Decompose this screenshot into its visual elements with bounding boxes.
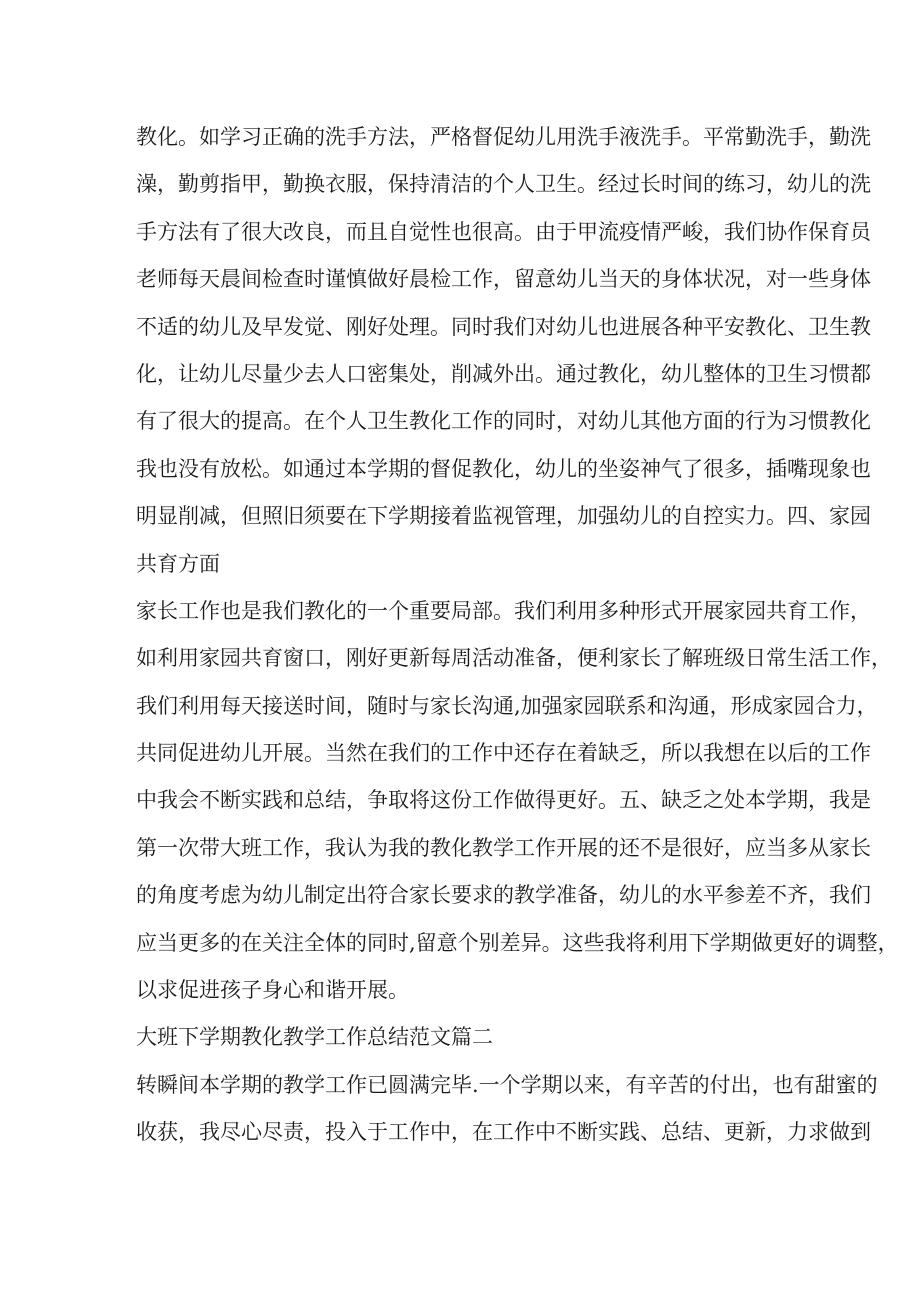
text-line: 有了很大的提高。在个人卫生教化工作的同时，对幼儿其他方面的行为习惯教化 [136, 409, 871, 434]
text-line: 应当更多的在关注全体的同时,留意个别差异。这些我将利用下学期做更好的调整， [136, 930, 899, 955]
text-line: 第一次带大班工作，我认为我的教化教学工作开展的还不是很好，应当多从家长 [136, 835, 871, 860]
text-line: 家长工作也是我们教化的一个重要局部。我们利用多种形式开展家园共育工作， [136, 598, 871, 623]
document-body [136, 114, 899, 1157]
text-line: 澡，勤剪指甲，勤换衣服，保持清洁的个人卫生。经过长时间的练习，幼儿的洗 [136, 172, 871, 197]
text-line: 明显削减，但照旧须要在下学期接着监视管理，加强幼儿的自控实力。四、家园 [136, 504, 871, 529]
text-line: 如利用家园共育窗口，刚好更新每周活动准备，便利家长了解班级日常生活工作， [136, 646, 892, 671]
text-line: 以求促进孩子身心和谐开展。 [136, 978, 409, 1003]
section-heading: 共育方面 [136, 551, 220, 576]
text-line: 我们利用每天接送时间，随时与家长沟通,加强家园联系和沟通，形成家园合力， [136, 693, 878, 718]
text-line: 收获，我尽心尽责，投入于工作中，在工作中不断实践、总结、更新，力求做到 [136, 1120, 871, 1145]
text-line: 老师每天晨间检查时谨慎做好晨检工作，留意幼儿当天的身体状况，对一些身体 [136, 267, 871, 292]
text-line: 转瞬间本学期的教学工作已圆满完毕.一个学期以来，有辛苦的付出，也有甜蜜的 [136, 1072, 878, 1097]
text-line: 手方法有了很大改良，而且自觉性也很高。由于甲流疫情严峻，我们协作保育员 [136, 219, 871, 244]
article-title: 大班下学期教化教学工作总结范文篇二 [136, 1025, 493, 1050]
text-line: 化，让幼儿尽量少去人口密集处，削减外出。通过教化，幼儿整体的卫生习惯都 [136, 361, 871, 386]
text-line: 我也没有放松。如通过本学期的督促教化，幼儿的坐姿神气了很多，插嘴现象也 [136, 456, 871, 481]
text-line: 教化。如学习正确的洗手方法，严格督促幼儿用洗手液洗手。平常勤洗手，勤洗 [136, 125, 871, 149]
text-line: 共同促进幼儿开展。当然在我们的工作中还存在着缺乏，所以我想在以后的工作 [136, 741, 871, 766]
text-line: 不适的幼儿及早发觉、刚好处理。同时我们对幼儿也进展各种平安教化、卫生教 [136, 314, 871, 339]
text-line: 的角度考虑为幼儿制定出符合家长要求的教学准备，幼儿的水平参差不齐，我们 [136, 883, 871, 908]
text-line: 中我会不断实践和总结，争取将这份工作做得更好。五、缺乏之处本学期，我是 [136, 788, 871, 813]
